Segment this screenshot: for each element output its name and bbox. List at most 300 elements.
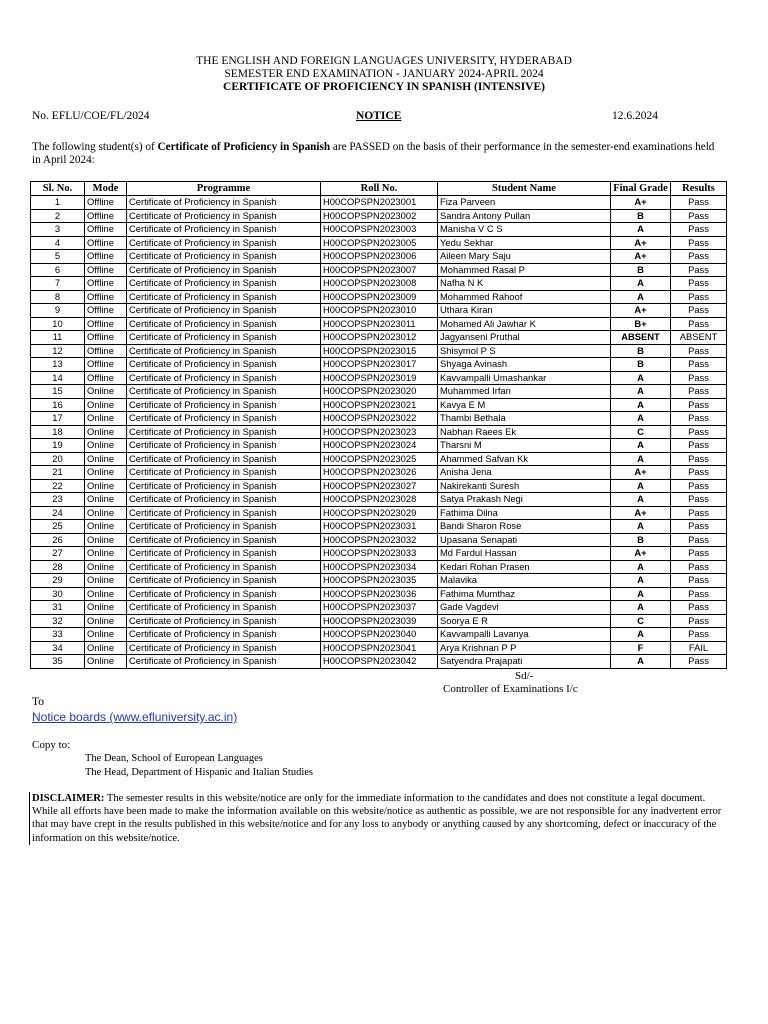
grade-cell: A xyxy=(611,277,671,291)
copy-recipient: The Dean, School of European Languages xyxy=(85,753,263,764)
grade-cell: A xyxy=(611,398,671,412)
student-name-cell: Shisymol P S xyxy=(438,344,611,358)
sl-no-cell: 26 xyxy=(31,533,85,547)
result-cell: Pass xyxy=(671,196,727,210)
grade-cell: A xyxy=(611,628,671,642)
table-row xyxy=(31,331,727,345)
table-row xyxy=(31,412,727,426)
sl-no-cell: 6 xyxy=(31,263,85,277)
programme-cell: Certificate of Proficiency in Spanish xyxy=(127,398,321,412)
result-cell: Pass xyxy=(671,493,727,507)
table-row xyxy=(31,304,727,318)
intro-paragraph xyxy=(32,141,722,167)
result-cell: Pass xyxy=(671,479,727,493)
notice-label: NOTICE xyxy=(356,110,402,122)
student-name-cell: Nakirekanti Suresh xyxy=(438,479,611,493)
student-name-cell: Upasana Senapati xyxy=(438,533,611,547)
roll-no-cell: H00COPSPN2023015 xyxy=(321,344,438,358)
programme-cell: Certificate of Proficiency in Spanish xyxy=(127,533,321,547)
grade-cell: A xyxy=(611,385,671,399)
mode-cell: Online xyxy=(85,385,127,399)
programme-cell: Certificate of Proficiency in Spanish xyxy=(127,493,321,507)
sl-no-cell: 12 xyxy=(31,344,85,358)
disclaimer-text: The semester results in this website/notice are only for the immediate information to the candidates and does not constitute a legal document. While all efforts have been made to make the information available on this website/notice as authentic as possible, we are not responsible for any inadvertent error that may have crept in the results published in this website/notice and for any loss to anybody or anything caused by any shortcoming, defect or inaccuracy of the information on this website/notice. xyxy=(32,793,722,844)
programme-cell: Certificate of Proficiency in Spanish xyxy=(127,628,321,642)
table-row xyxy=(31,290,727,304)
programme-cell: Certificate of Proficiency in Spanish xyxy=(127,574,321,588)
programme-cell: Certificate of Proficiency in Spanish xyxy=(127,209,321,223)
student-name-cell: Kavya E M xyxy=(438,398,611,412)
grade-cell: A+ xyxy=(611,506,671,520)
mode-cell: Offline xyxy=(85,196,127,210)
grade-cell: A xyxy=(611,452,671,466)
student-name-cell: Malavika xyxy=(438,574,611,588)
table-row xyxy=(31,196,727,210)
roll-no-cell: H00COPSPN2023032 xyxy=(321,533,438,547)
copy-to-label: Copy to: xyxy=(32,739,71,751)
student-name-cell: Kedari Rohan Prasen xyxy=(438,560,611,574)
table-row xyxy=(31,493,727,507)
result-cell: FAIL xyxy=(671,641,727,655)
grade-cell: A xyxy=(611,412,671,426)
student-name-cell: Md Fardul Hassan xyxy=(438,547,611,561)
mode-cell: Online xyxy=(85,398,127,412)
programme-cell: Certificate of Proficiency in Spanish xyxy=(127,506,321,520)
mode-cell: Offline xyxy=(85,304,127,318)
mode-cell: Online xyxy=(85,614,127,628)
sl-no-cell: 29 xyxy=(31,574,85,588)
sl-no-cell: 5 xyxy=(31,250,85,264)
sl-no-cell: 15 xyxy=(31,385,85,399)
roll-no-cell: H00COPSPN2023039 xyxy=(321,614,438,628)
student-name-cell: Mohammed Rasal P xyxy=(438,263,611,277)
exam-title: SEMESTER END EXAMINATION - JANUARY 2024-APRIL 2024 xyxy=(224,68,544,80)
roll-no-cell: H00COPSPN2023027 xyxy=(321,479,438,493)
table-row xyxy=(31,547,727,561)
student-name-cell: Satya Prakash Negi xyxy=(438,493,611,507)
roll-no-cell: H00COPSPN2023009 xyxy=(321,290,438,304)
mode-cell: Online xyxy=(85,520,127,534)
mode-cell: Offline xyxy=(85,358,127,372)
mode-cell: Online xyxy=(85,628,127,642)
student-name-cell: Gade Vagdevi xyxy=(438,601,611,615)
sl-no-cell: 11 xyxy=(31,331,85,345)
sl-no-cell: 31 xyxy=(31,601,85,615)
student-name-cell: Thambi Bethala xyxy=(438,412,611,426)
mode-cell: Online xyxy=(85,533,127,547)
signature-title: Controller of Examinations I/c xyxy=(443,683,578,695)
roll-no-cell: H00COPSPN2023003 xyxy=(321,223,438,237)
student-name-cell: Sandra Antony Pullan xyxy=(438,209,611,223)
table-row xyxy=(31,371,727,385)
student-name-cell: Bandi Sharon Rose xyxy=(438,520,611,534)
intro-programme: Certificate of Proficiency in Spanish xyxy=(157,141,331,153)
table-header-row xyxy=(31,182,727,196)
sl-no-cell: 2 xyxy=(31,209,85,223)
table-row xyxy=(31,236,727,250)
result-cell: Pass xyxy=(671,587,727,601)
grade-cell: A xyxy=(611,560,671,574)
student-name-cell: Nabhan Raees Ek xyxy=(438,425,611,439)
table-row xyxy=(31,425,727,439)
table-row xyxy=(31,452,727,466)
sl-no-cell: 19 xyxy=(31,439,85,453)
header-mode: Mode xyxy=(85,182,127,196)
table-row xyxy=(31,358,727,372)
grade-cell: A xyxy=(611,574,671,588)
roll-no-cell: H00COPSPN2023022 xyxy=(321,412,438,426)
sl-no-cell: 4 xyxy=(31,236,85,250)
table-row xyxy=(31,385,727,399)
result-cell: Pass xyxy=(671,277,727,291)
programme-cell: Certificate of Proficiency in Spanish xyxy=(127,331,321,345)
sl-no-cell: 3 xyxy=(31,223,85,237)
grade-cell: B xyxy=(611,344,671,358)
student-name-cell: Shyaga Avinash xyxy=(438,358,611,372)
programme-cell: Certificate of Proficiency in Spanish xyxy=(127,466,321,480)
student-name-cell: Arya Krishnan P P xyxy=(438,641,611,655)
student-name-cell: Satyendra Prajapati xyxy=(438,655,611,669)
mode-cell: Offline xyxy=(85,277,127,291)
mode-cell: Online xyxy=(85,452,127,466)
table-row xyxy=(31,533,727,547)
sl-no-cell: 16 xyxy=(31,398,85,412)
roll-no-cell: H00COPSPN2023019 xyxy=(321,371,438,385)
roll-no-cell: H00COPSPN2023011 xyxy=(321,317,438,331)
roll-no-cell: H00COPSPN2023036 xyxy=(321,587,438,601)
student-name-cell: Fathima Dilna xyxy=(438,506,611,520)
result-cell: Pass xyxy=(671,655,727,669)
grade-cell: A xyxy=(611,493,671,507)
table-row xyxy=(31,317,727,331)
roll-no-cell: H00COPSPN2023040 xyxy=(321,628,438,642)
student-name-cell: Jagyanseni Pruthal xyxy=(438,331,611,345)
header-student-name: Student Name xyxy=(438,182,611,196)
result-cell: Pass xyxy=(671,263,727,277)
sl-no-cell: 14 xyxy=(31,371,85,385)
grade-cell: A+ xyxy=(611,547,671,561)
table-row xyxy=(31,655,727,669)
result-cell: Pass xyxy=(671,250,727,264)
grade-cell: ABSENT xyxy=(611,331,671,345)
programme-cell: Certificate of Proficiency in Spanish xyxy=(127,425,321,439)
sl-no-cell: 33 xyxy=(31,628,85,642)
roll-no-cell: H00COPSPN2023035 xyxy=(321,574,438,588)
grade-cell: A+ xyxy=(611,196,671,210)
programme-cell: Certificate of Proficiency in Spanish xyxy=(127,358,321,372)
table-row xyxy=(31,398,727,412)
mode-cell: Online xyxy=(85,425,127,439)
to-label: To xyxy=(32,696,44,708)
table-row xyxy=(31,520,727,534)
grade-cell: A xyxy=(611,371,671,385)
student-name-cell: Yedu Sekhar xyxy=(438,236,611,250)
programme-cell: Certificate of Proficiency in Spanish xyxy=(127,452,321,466)
result-cell: Pass xyxy=(671,236,727,250)
sl-no-cell: 34 xyxy=(31,641,85,655)
programme-cell: Certificate of Proficiency in Spanish xyxy=(127,277,321,291)
student-name-cell: Ahammed Safvan Kk xyxy=(438,452,611,466)
table-row xyxy=(31,587,727,601)
mode-cell: Online xyxy=(85,641,127,655)
roll-no-cell: H00COPSPN2023037 xyxy=(321,601,438,615)
mode-cell: Offline xyxy=(85,263,127,277)
mode-cell: Offline xyxy=(85,331,127,345)
programme-cell: Certificate of Proficiency in Spanish xyxy=(127,196,321,210)
mode-cell: Offline xyxy=(85,317,127,331)
roll-no-cell: H00COPSPN2023023 xyxy=(321,425,438,439)
student-name-cell: Mohamed Ali Jawhar K xyxy=(438,317,611,331)
programme-cell: Certificate of Proficiency in Spanish xyxy=(127,655,321,669)
grade-cell: A xyxy=(611,601,671,615)
roll-no-cell: H00COPSPN2023042 xyxy=(321,655,438,669)
result-cell: Pass xyxy=(671,425,727,439)
disclaimer xyxy=(29,792,732,845)
sl-no-cell: 7 xyxy=(31,277,85,291)
table-row xyxy=(31,344,727,358)
student-name-cell: Mohammed Rahoof xyxy=(438,290,611,304)
header-results: Results xyxy=(671,182,727,196)
grade-cell: A xyxy=(611,587,671,601)
result-cell: Pass xyxy=(671,358,727,372)
student-name-cell: Kavvampalli Umashankar xyxy=(438,371,611,385)
sl-no-cell: 18 xyxy=(31,425,85,439)
student-name-cell: Fathima Mumthaz xyxy=(438,587,611,601)
grade-cell: A+ xyxy=(611,466,671,480)
roll-no-cell: H00COPSPN2023008 xyxy=(321,277,438,291)
roll-no-cell: H00COPSPN2023006 xyxy=(321,250,438,264)
programme-cell: Certificate of Proficiency in Spanish xyxy=(127,250,321,264)
sl-no-cell: 32 xyxy=(31,614,85,628)
sl-no-cell: 21 xyxy=(31,466,85,480)
programme-cell: Certificate of Proficiency in Spanish xyxy=(127,304,321,318)
table-row xyxy=(31,601,727,615)
roll-no-cell: H00COPSPN2023021 xyxy=(321,398,438,412)
student-name-cell: Tharsni M xyxy=(438,439,611,453)
table-row xyxy=(31,641,727,655)
sl-no-cell: 22 xyxy=(31,479,85,493)
result-cell: Pass xyxy=(671,290,727,304)
roll-no-cell: H00COPSPN2023029 xyxy=(321,506,438,520)
table-row xyxy=(31,466,727,480)
sl-no-cell: 13 xyxy=(31,358,85,372)
mode-cell: Online xyxy=(85,506,127,520)
result-cell: Pass xyxy=(671,223,727,237)
roll-no-cell: H00COPSPN2023020 xyxy=(321,385,438,399)
table-row xyxy=(31,223,727,237)
mode-cell: Offline xyxy=(85,371,127,385)
grade-cell: B xyxy=(611,263,671,277)
mode-cell: Online xyxy=(85,412,127,426)
roll-no-cell: H00COPSPN2023025 xyxy=(321,452,438,466)
result-cell: Pass xyxy=(671,601,727,615)
intro-text-2: are PASSED on the basis of their performance in the semester-end examinations held in April 2024: xyxy=(32,141,715,167)
programme-cell: Certificate of Proficiency in Spanish xyxy=(127,385,321,399)
result-cell: Pass xyxy=(671,533,727,547)
mode-cell: Online xyxy=(85,601,127,615)
grade-cell: A xyxy=(611,290,671,304)
mode-cell: Online xyxy=(85,655,127,669)
grade-cell: A xyxy=(611,479,671,493)
sl-no-cell: 35 xyxy=(31,655,85,669)
mode-cell: Offline xyxy=(85,250,127,264)
programme-cell: Certificate of Proficiency in Spanish xyxy=(127,344,321,358)
student-name-cell: Muhammed Irfan xyxy=(438,385,611,399)
table-row xyxy=(31,628,727,642)
mode-cell: Offline xyxy=(85,223,127,237)
programme-cell: Certificate of Proficiency in Spanish xyxy=(127,371,321,385)
table-row xyxy=(31,574,727,588)
result-cell: Pass xyxy=(671,520,727,534)
result-cell: Pass xyxy=(671,452,727,466)
table-row xyxy=(31,560,727,574)
mode-cell: Offline xyxy=(85,344,127,358)
sl-no-cell: 27 xyxy=(31,547,85,561)
programme-cell: Certificate of Proficiency in Spanish xyxy=(127,560,321,574)
grade-cell: A xyxy=(611,439,671,453)
mode-cell: Offline xyxy=(85,290,127,304)
grade-cell: A+ xyxy=(611,304,671,318)
programme-cell: Certificate of Proficiency in Spanish xyxy=(127,263,321,277)
programme-cell: Certificate of Proficiency in Spanish xyxy=(127,641,321,655)
mode-cell: Offline xyxy=(85,209,127,223)
result-cell: Pass xyxy=(671,439,727,453)
sl-no-cell: 20 xyxy=(31,452,85,466)
table-row xyxy=(31,506,727,520)
sl-no-cell: 25 xyxy=(31,520,85,534)
grade-cell: B xyxy=(611,209,671,223)
programme-cell: Certificate of Proficiency in Spanish xyxy=(127,479,321,493)
mode-cell: Online xyxy=(85,479,127,493)
programme-cell: Certificate of Proficiency in Spanish xyxy=(127,317,321,331)
disclaimer-label: DISCLAIMER: xyxy=(32,793,105,804)
header-final-grade: Final Grade xyxy=(611,182,671,196)
sl-no-cell: 30 xyxy=(31,587,85,601)
table-row xyxy=(31,614,727,628)
programme-cell: Certificate of Proficiency in Spanish xyxy=(127,290,321,304)
roll-no-cell: H00COPSPN2023024 xyxy=(321,439,438,453)
result-cell: Pass xyxy=(671,466,727,480)
mode-cell: Online xyxy=(85,560,127,574)
grade-cell: B xyxy=(611,358,671,372)
programme-cell: Certificate of Proficiency in Spanish xyxy=(127,236,321,250)
table-row xyxy=(31,479,727,493)
grade-cell: C xyxy=(611,425,671,439)
result-cell: Pass xyxy=(671,398,727,412)
reference-number: No. EFLU/COE/FL/2024 xyxy=(32,110,150,122)
grade-cell: F xyxy=(611,641,671,655)
programme-cell: Certificate of Proficiency in Spanish xyxy=(127,587,321,601)
header-roll-no: Roll No. xyxy=(321,182,438,196)
result-cell: Pass xyxy=(671,560,727,574)
copy-recipient: The Head, Department of Hispanic and Italian Studies xyxy=(85,767,314,778)
notice-boards-link[interactable]: Notice boards (www.efluniversity.ac.in) xyxy=(32,710,238,724)
notice-date: 12.6.2024 xyxy=(612,110,658,122)
mode-cell: Online xyxy=(85,439,127,453)
grade-cell: A xyxy=(611,223,671,237)
sl-no-cell: 17 xyxy=(31,412,85,426)
roll-no-cell: H00COPSPN2023005 xyxy=(321,236,438,250)
sl-no-cell: 28 xyxy=(31,560,85,574)
roll-no-cell: H00COPSPN2023026 xyxy=(321,466,438,480)
table-row xyxy=(31,277,727,291)
roll-no-cell: H00COPSPN2023007 xyxy=(321,263,438,277)
mode-cell: Online xyxy=(85,466,127,480)
programme-cell: Certificate of Proficiency in Spanish xyxy=(127,520,321,534)
results-table xyxy=(30,181,727,669)
programme-cell: Certificate of Proficiency in Spanish xyxy=(127,614,321,628)
result-cell: Pass xyxy=(671,371,727,385)
roll-no-cell: H00COPSPN2023017 xyxy=(321,358,438,372)
result-cell: Pass xyxy=(671,506,727,520)
intro-text-1: The following student(s) of xyxy=(32,141,158,153)
grade-cell: B xyxy=(611,533,671,547)
result-cell: Pass xyxy=(671,209,727,223)
table-row xyxy=(31,263,727,277)
mode-cell: Online xyxy=(85,587,127,601)
grade-cell: B+ xyxy=(611,317,671,331)
table-row xyxy=(31,439,727,453)
roll-no-cell: H00COPSPN2023002 xyxy=(321,209,438,223)
header-sl-no: Sl. No. xyxy=(31,182,85,196)
student-name-cell: Manisha V C S xyxy=(438,223,611,237)
result-cell: Pass xyxy=(671,547,727,561)
roll-no-cell: H00COPSPN2023001 xyxy=(321,196,438,210)
sl-no-cell: 23 xyxy=(31,493,85,507)
sl-no-cell: 8 xyxy=(31,290,85,304)
grade-cell: A+ xyxy=(611,236,671,250)
result-cell: Pass xyxy=(671,628,727,642)
programme-cell: Certificate of Proficiency in Spanish xyxy=(127,412,321,426)
roll-no-cell: H00COPSPN2023034 xyxy=(321,560,438,574)
table-row xyxy=(31,209,727,223)
student-name-cell: Nafha N K xyxy=(438,277,611,291)
result-cell: Pass xyxy=(671,304,727,318)
certificate-title: CERTIFICATE OF PROFICIENCY IN SPANISH (INTENSIVE) xyxy=(223,81,545,93)
programme-cell: Certificate of Proficiency in Spanish xyxy=(127,547,321,561)
result-cell: Pass xyxy=(671,614,727,628)
grade-cell: A xyxy=(611,520,671,534)
roll-no-cell: H00COPSPN2023033 xyxy=(321,547,438,561)
roll-no-cell: H00COPSPN2023012 xyxy=(321,331,438,345)
signature-sd: Sd/- xyxy=(515,670,534,682)
university-name: THE ENGLISH AND FOREIGN LANGUAGES UNIVERSITY, HYDERABAD xyxy=(196,55,572,67)
sl-no-cell: 1 xyxy=(31,196,85,210)
student-name-cell: Aileen Mary Saju xyxy=(438,250,611,264)
mode-cell: Online xyxy=(85,574,127,588)
roll-no-cell: H00COPSPN2023010 xyxy=(321,304,438,318)
programme-cell: Certificate of Proficiency in Spanish xyxy=(127,223,321,237)
student-name-cell: Soorya E R xyxy=(438,614,611,628)
grade-cell: C xyxy=(611,614,671,628)
result-cell: ABSENT xyxy=(671,331,727,345)
grade-cell: A+ xyxy=(611,250,671,264)
student-name-cell: Anisha Jena xyxy=(438,466,611,480)
result-cell: Pass xyxy=(671,317,727,331)
mode-cell: Online xyxy=(85,547,127,561)
roll-no-cell: H00COPSPN2023028 xyxy=(321,493,438,507)
programme-cell: Certificate of Proficiency in Spanish xyxy=(127,439,321,453)
result-cell: Pass xyxy=(671,412,727,426)
mode-cell: Online xyxy=(85,493,127,507)
result-cell: Pass xyxy=(671,344,727,358)
student-name-cell: Fiza Parveen xyxy=(438,196,611,210)
header-programme: Programme xyxy=(127,182,321,196)
sl-no-cell: 24 xyxy=(31,506,85,520)
roll-no-cell: H00COPSPN2023031 xyxy=(321,520,438,534)
grade-cell: A xyxy=(611,655,671,669)
programme-cell: Certificate of Proficiency in Spanish xyxy=(127,601,321,615)
